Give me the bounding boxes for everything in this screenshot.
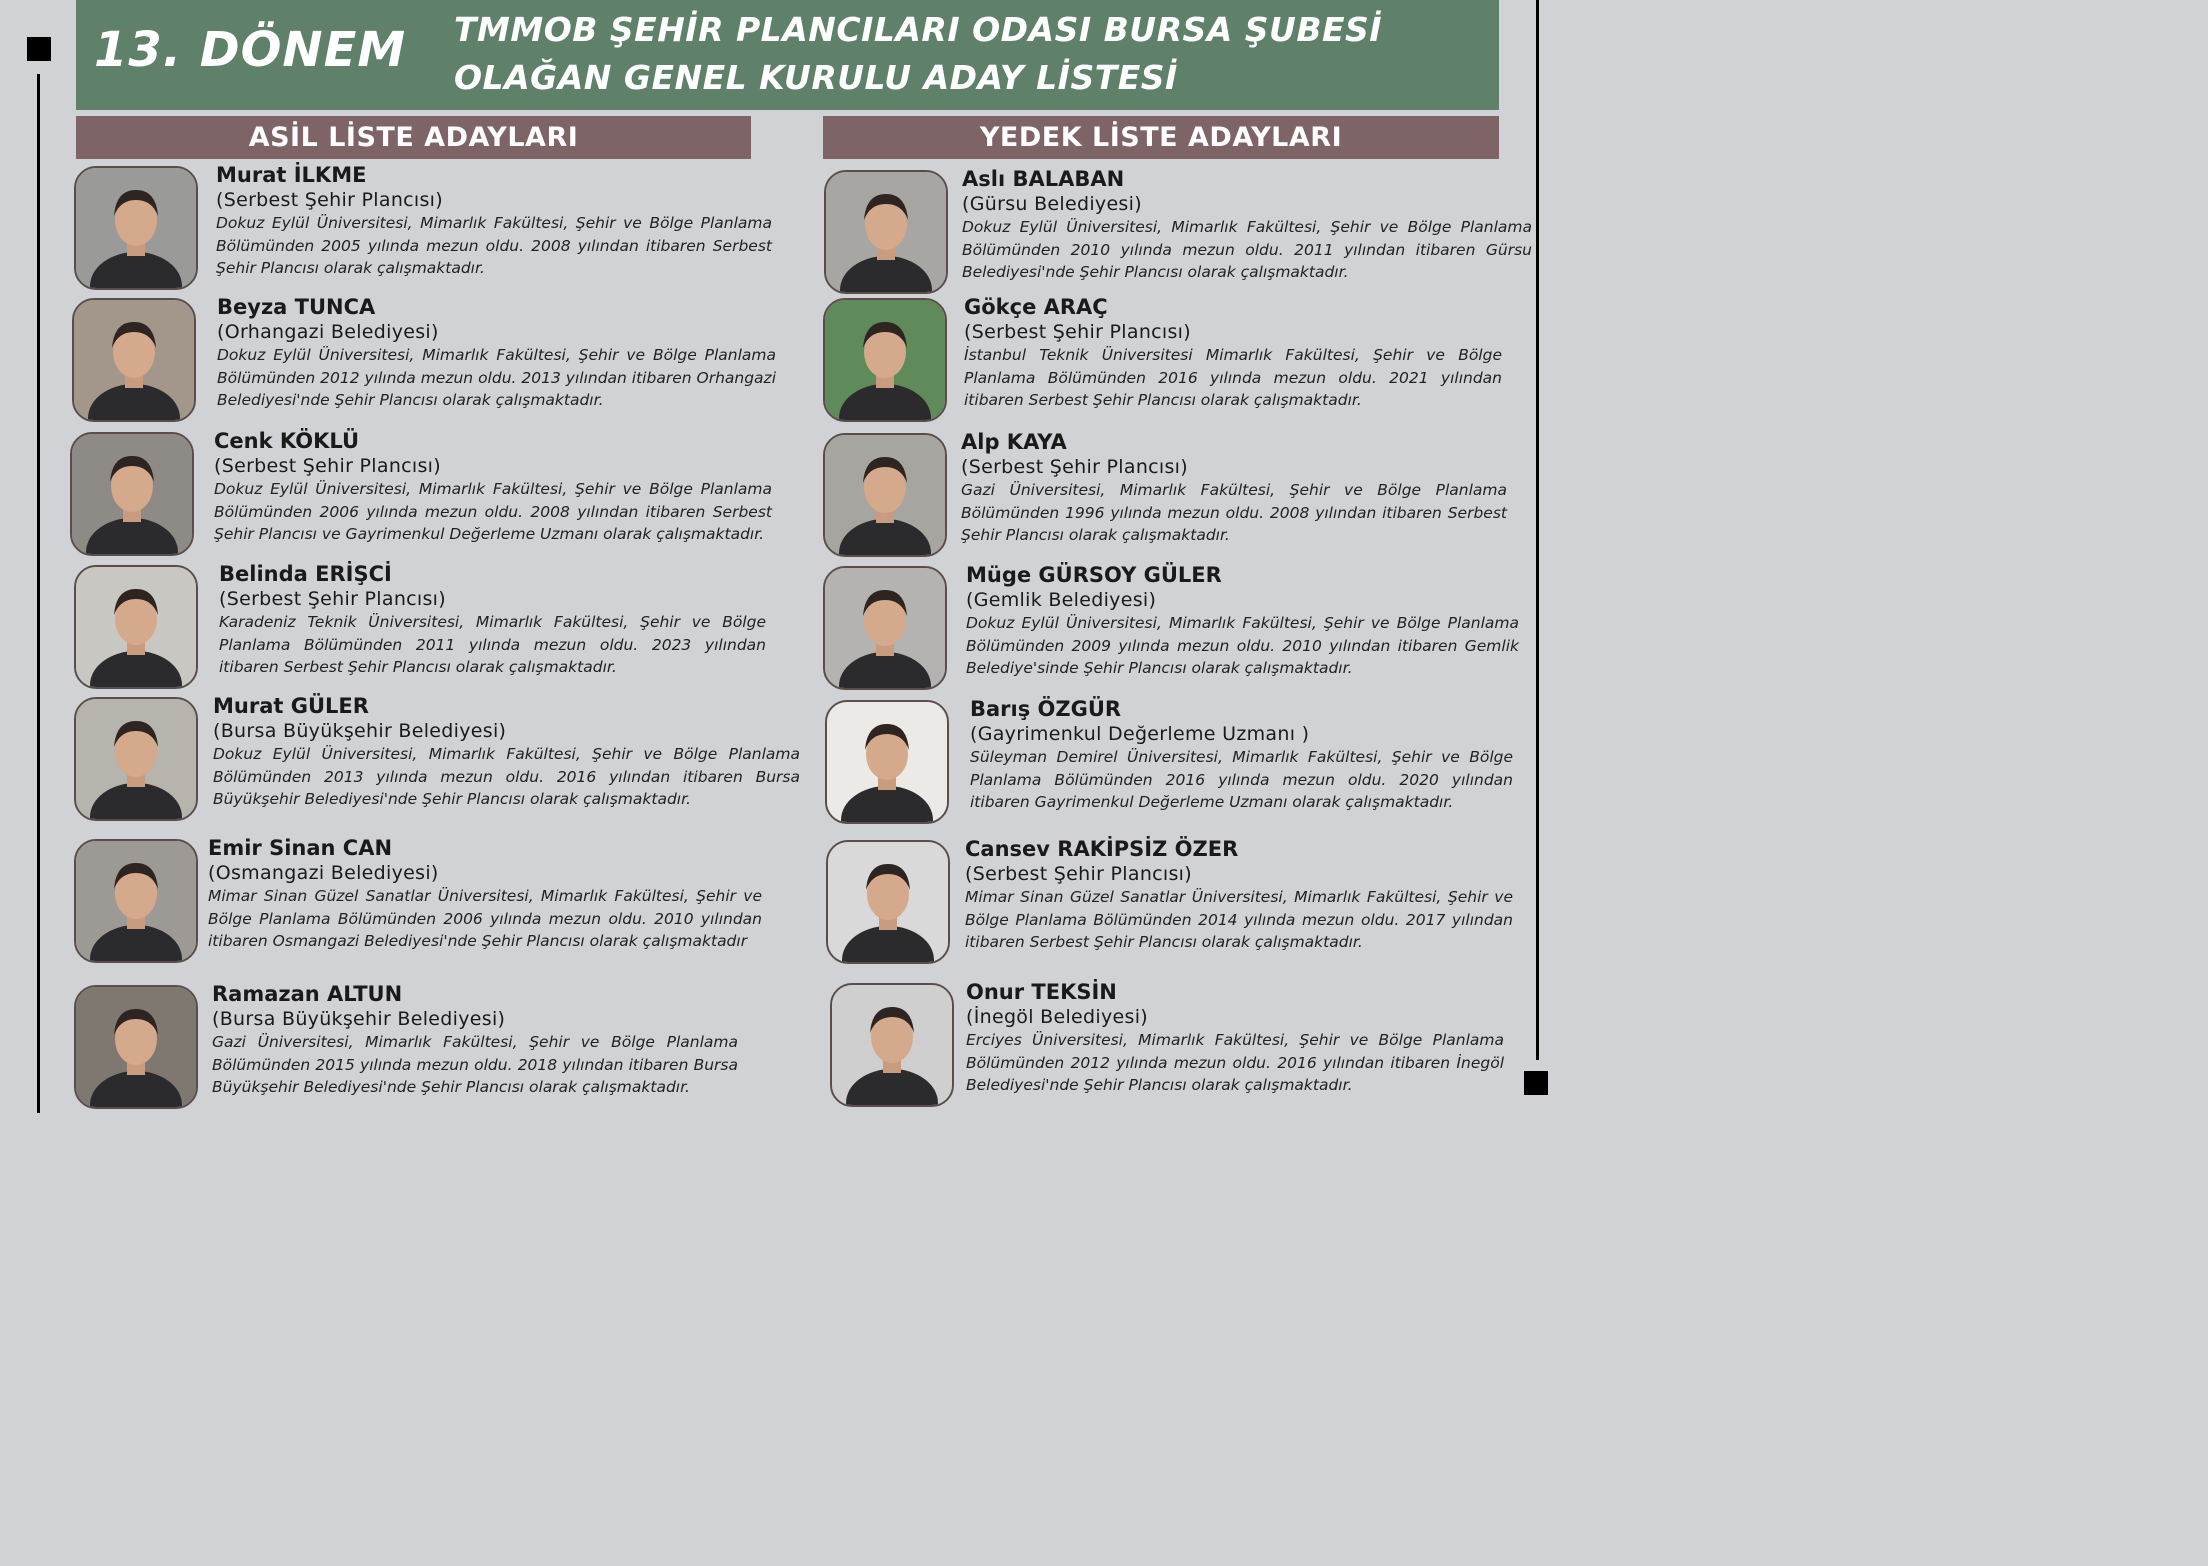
candidate-photo bbox=[70, 432, 194, 556]
candidate-bio: Dokuz Eylül Üniversitesi, Mimarlık Fakültesi, Şehir ve Bölge Planlama Bölümünden 2006 yılında mezun oldu. 2008 yılından itibaren Serbest Şehir Plancısı ve Gayrimenkul Değerleme Uzmanı olarak çalışmaktadır. bbox=[214, 480, 772, 543]
candidate-photo bbox=[72, 298, 196, 422]
candidate-bio: Karadeniz Teknik Üniversitesi, Mimarlık Fakültesi, Şehir ve Bölge Planlama Bölümünden 2011 yılında mezun oldu. 2023 yılından itibaren Serbest Şehir Plancısı olarak çalışmaktadır. bbox=[219, 613, 766, 676]
section-title-primary: ASİL LİSTE ADAYLARI bbox=[76, 116, 751, 159]
candidate-photo bbox=[823, 298, 947, 422]
header-banner bbox=[76, 0, 1499, 110]
candidate-photo bbox=[823, 566, 947, 690]
right-vertical-line bbox=[1536, 0, 1539, 1060]
title-line-2: OLAĞAN GENEL KURULU ADAY LİSTESİ bbox=[454, 58, 1178, 97]
candidate-name: Belinda ERİŞCİ bbox=[219, 562, 392, 586]
title-line-1: TMMOB ŞEHİR PLANCILARI ODASI BURSA ŞUBESİ bbox=[454, 10, 1383, 49]
candidate-name: Gökçe ARAÇ bbox=[964, 295, 1108, 319]
candidate-position: (Bursa Büyükşehir Belediyesi) bbox=[212, 1008, 506, 1030]
candidate-photo bbox=[74, 697, 198, 821]
candidate-name: Onur TEKSİN bbox=[966, 980, 1117, 1004]
candidate-photo bbox=[74, 166, 198, 290]
candidate-name: Emir Sinan CAN bbox=[208, 836, 393, 860]
candidate-bio: Dokuz Eylül Üniversitesi, Mimarlık Fakültesi, Şehir ve Bölge Planlama Bölümünden 2013 yılında mezun oldu. 2016 yılından itibaren Bursa Büyükşehir Belediyesi'nde Şehir Plancısı olarak çalışmaktadır. bbox=[213, 745, 800, 808]
candidate-photo bbox=[824, 170, 948, 294]
candidate-name: Murat GÜLER bbox=[213, 694, 369, 718]
section-title-reserve: YEDEK LİSTE ADAYLARI bbox=[823, 116, 1499, 159]
candidate-bio: Gazi Üniversitesi, Mimarlık Fakültesi, Şehir ve Bölge Planlama Bölümünden 2015 yılında mezun oldu. 2018 yılından itibaren Bursa Büyükşehir Belediyesi'nde Şehir Plancısı olarak çalışmaktadır. bbox=[212, 1033, 738, 1096]
candidate-bio: Dokuz Eylül Üniversitesi, Mimarlık Fakültesi, Şehir ve Bölge Planlama Bölümünden 2009 yılında mezun oldu. 2010 yılından itibaren Gemlik Belediye'sinde Şehir Plancısı olarak çalışmaktadır. bbox=[966, 614, 1519, 677]
candidate-bio: Erciyes Üniversitesi, Mimarlık Fakültesi, Şehir ve Bölge Planlama Bölümünden 2012 yılında mezun oldu. 2016 yılından itibaren İnegöl Belediyesi'nde Şehir Plancısı olarak çalışmaktadır. bbox=[966, 1031, 1504, 1094]
candidate-name: Beyza TUNCA bbox=[217, 295, 376, 319]
candidate-position: (Serbest Şehir Plancısı) bbox=[961, 456, 1188, 478]
candidate-photo bbox=[826, 840, 950, 964]
candidate-name: Müge GÜRSOY GÜLER bbox=[966, 563, 1222, 587]
candidate-name: Cansev RAKİPSİZ ÖZER bbox=[965, 837, 1239, 861]
candidate-position: (Orhangazi Belediyesi) bbox=[217, 321, 439, 343]
candidate-bio: Gazi Üniversitesi, Mimarlık Fakültesi, Şehir ve Bölge Planlama Bölümünden 1996 yılında mezun oldu. 2008 yılından itibaren Serbest Şehir Plancısı olarak çalışmaktadır. bbox=[961, 481, 1507, 544]
left-vertical-line bbox=[37, 74, 40, 1113]
candidate-position: (Gemlik Belediyesi) bbox=[966, 589, 1157, 611]
candidate-name: Cenk KÖKLÜ bbox=[214, 429, 360, 453]
candidate-position: (Gürsu Belediyesi) bbox=[962, 193, 1142, 215]
candidate-photo bbox=[74, 839, 198, 963]
candidate-bio: Süleyman Demirel Üniversitesi, Mimarlık Fakültesi, Şehir ve Bölge Planlama Bölümünden 2016 yılında mezun oldu. 2020 yılından itibaren Gayrimenkul Değerleme Uzmanı olarak çalışmaktadır. bbox=[970, 748, 1513, 811]
candidate-name: Murat İLKME bbox=[216, 163, 367, 187]
candidate-bio: Dokuz Eylül Üniversitesi, Mimarlık Fakültesi, Şehir ve Bölge Planlama Bölümünden 2012 yılında mezun oldu. 2013 yılından itibaren Orhangazi Belediyesi'nde Şehir Plancısı olarak çalışmaktadır. bbox=[217, 346, 776, 409]
candidate-bio: Mimar Sinan Güzel Sanatlar Üniversitesi, Mimarlık Fakültesi, Şehir ve Bölge Planlama Bölümünden 2014 yılında mezun oldu. 2017 yılından itibaren Serbest Şehir Plancısı olarak çalışmaktadır. bbox=[965, 888, 1513, 951]
candidate-name: Alp KAYA bbox=[961, 430, 1067, 454]
candidate-name: Barış ÖZGÜR bbox=[970, 697, 1122, 721]
candidate-photo bbox=[830, 983, 954, 1107]
top-left-square bbox=[27, 37, 51, 61]
candidate-position: (Bursa Büyükşehir Belediyesi) bbox=[213, 720, 507, 742]
bottom-right-square bbox=[1524, 1071, 1548, 1095]
candidate-photo bbox=[823, 433, 947, 557]
candidate-position: (Serbest Şehir Plancısı) bbox=[965, 863, 1192, 885]
candidate-bio: İstanbul Teknik Üniversitesi Mimarlık Fakültesi, Şehir ve Bölge Planlama Bölümünden 2016 yılında mezun oldu. 2021 yılından itibaren Serbest Şehir Plancısı olarak çalışmaktadır. bbox=[964, 346, 1502, 409]
page-title bbox=[454, 6, 1494, 102]
candidate-position: (Osmangazi Belediyesi) bbox=[208, 862, 439, 884]
candidate-name: Aslı BALABAN bbox=[962, 167, 1125, 191]
candidate-bio: Dokuz Eylül Üniversitesi, Mimarlık Fakültesi, Şehir ve Bölge Planlama Bölümünden 2010 yılında mezun oldu. 2011 yılından itibaren Gürsu Belediyesi'nde Şehir Plancısı olarak çalışmaktadır. bbox=[962, 218, 1532, 281]
candidate-bio: Dokuz Eylül Üniversitesi, Mimarlık Fakültesi, Şehir ve Bölge Planlama Bölümünden 2005 yılında mezun oldu. 2008 yılından itibaren Serbest Şehir Plancısı olarak çalışmaktadır. bbox=[216, 214, 772, 277]
term-label: 13. DÖNEM bbox=[94, 22, 407, 78]
candidate-photo bbox=[74, 985, 198, 1109]
candidate-position: (İnegöl Belediyesi) bbox=[966, 1006, 1149, 1028]
candidate-position: (Serbest Şehir Plancısı) bbox=[219, 588, 446, 610]
candidate-position: (Gayrimenkul Değerleme Uzmanı ) bbox=[970, 723, 1310, 745]
candidate-bio: Mimar Sinan Güzel Sanatlar Üniversitesi, Mimarlık Fakültesi, Şehir ve Bölge Planlama Bölümünden 2006 yılında mezun oldu. 2010 yılından itibaren Osmangazi Belediyesi'nde Şehir Plancısı olarak çalışmaktadır bbox=[208, 887, 762, 950]
candidate-photo bbox=[74, 565, 198, 689]
candidate-position: (Serbest Şehir Plancısı) bbox=[216, 189, 443, 211]
candidate-position: (Serbest Şehir Plancısı) bbox=[214, 455, 441, 477]
candidate-name: Ramazan ALTUN bbox=[212, 982, 403, 1006]
candidate-photo bbox=[825, 700, 949, 824]
candidate-position: (Serbest Şehir Plancısı) bbox=[964, 321, 1191, 343]
